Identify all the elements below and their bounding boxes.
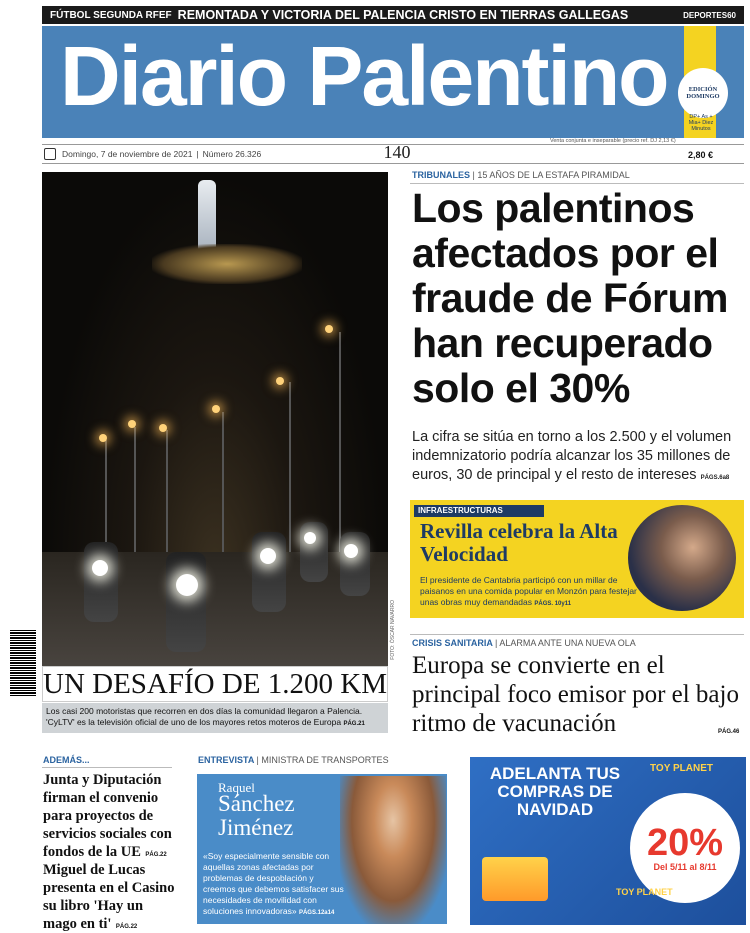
top-banner-kicker: FÚTBOL SEGUNDA RFEF: [50, 9, 172, 21]
newspaper-title: Diario Palentino: [60, 29, 668, 123]
divider: [42, 767, 172, 768]
entrevista-section-label: ENTREVISTA: [198, 755, 255, 765]
separator: |: [196, 149, 199, 159]
crisis-section-label: CRISIS SANITARIA: [412, 638, 493, 648]
infra-page: PÁGS. 10y11: [534, 601, 572, 608]
lead-section: [412, 170, 630, 180]
crisis-headline[interactable]: Europa se convierte en el principal foco emisor por el bajo ritmo de vacunación: [412, 652, 739, 737]
price: 2,80 €: [688, 150, 714, 160]
cristo-statue: [198, 180, 216, 250]
interview-page: PÁGS.12a14: [298, 910, 335, 917]
separator: |: [472, 170, 478, 180]
ad-gift-card: [482, 857, 548, 901]
ad-brand-logo-small: TOY PLANET: [616, 887, 673, 897]
crisis-section: [412, 638, 636, 648]
photo-caption: [42, 703, 388, 733]
ademas-item[interactable]: [43, 771, 178, 861]
ademas-item-page: PÁG.22: [145, 852, 167, 858]
separator: |: [495, 638, 500, 648]
ad-percent: 20%: [646, 822, 724, 864]
crisis-section-sub: ALARMA ANTE UNA NUEVA OLA: [499, 638, 636, 648]
entrevista-section: [198, 755, 389, 765]
edition-badge: EDICIÓN DOMINGO: [678, 68, 728, 118]
motorcycle: [252, 532, 286, 612]
divider: [410, 634, 744, 635]
ademas-item-text: Miguel de Lucas presenta en el Casino su libro 'Hay un mago en ti': [43, 862, 175, 932]
lead-section-label: TRIBUNALES: [412, 170, 470, 180]
ad-dates: Del 5/11 al 8/11: [653, 862, 717, 872]
advertisement[interactable]: [470, 757, 746, 925]
sale-info: Venta conjunta e inseparable (precio ref. DJ 2,13 €): [550, 138, 676, 144]
infra-headline[interactable]: Revilla celebra la Alta Velocidad: [420, 519, 618, 567]
photo-caption-page: PÁG.21: [343, 721, 365, 728]
interview-photo: [340, 776, 446, 924]
lead-lede-text: La cifra se sitúa en torno a los 2.500 y el volumen indemnizatorio podría alcanzar los 35 millones de euros, 30 de principal y el resto de intereses: [412, 429, 732, 483]
lead-page: PÁGS.6a8: [700, 474, 730, 481]
motorcycle: [340, 532, 370, 596]
interview-quote-text: «Soy especialmente sensible con aquellas zonas afectadas por problemas de despoblación y creemos que debemos satisfacer sus necesidades de movilidad con soluciones innovadoras»: [203, 851, 344, 917]
street-lamp: [159, 424, 167, 432]
anniversary-logo: 140: [383, 142, 411, 162]
issue-number: Número 26.326: [202, 149, 262, 159]
top-banner-headline: REMONTADA Y VICTORIA DEL PALENCIA CRISTO EN TIERRAS GALLEGAS: [177, 8, 629, 22]
street-lamp: [325, 325, 333, 333]
ademas-item-text: Junta y Diputación firman el convenio para proyectos de servicios sociales con fondos de la UE: [43, 772, 172, 860]
interview-first-name: Raquel: [218, 780, 255, 795]
ademas-item[interactable]: [43, 861, 178, 933]
street-lamp: [128, 420, 136, 428]
ad-brand-logo: TOY PLANET: [650, 763, 713, 774]
edition-extras: DP+ As + Mia+ Diez Minutos: [688, 114, 714, 133]
main-photo[interactable]: [42, 172, 388, 668]
entrevista-section-sub: MINISTRA DE TRANSPORTES: [261, 755, 389, 765]
separator: |: [256, 755, 262, 765]
top-banner[interactable]: [42, 6, 744, 24]
lead-lede: [412, 428, 738, 485]
photo-caption-text: Los casi 200 motoristas que recorren en dos días la comunidad llegaron a Palencia. 'CyLTV' es la televisión oficial de uno de los mayores retos moteros de Europa: [46, 706, 363, 728]
motorcycle: [300, 522, 328, 582]
street-lamp: [99, 434, 107, 442]
hill-lights: [152, 244, 302, 284]
lead-section-sub: 15 AÑOS DE LA ESTAFA PIRAMIDAL: [477, 170, 630, 180]
top-banner-page: DEPORTES60: [683, 10, 736, 20]
interview-last-name: Sánchez Jiménez: [218, 791, 295, 841]
lead-headline[interactable]: Los palentinos afectados por el fraude de Fórum han recuperado solo el 30%: [412, 185, 728, 412]
photo-caption-title[interactable]: UN DESAFÍO DE 1.200 KM: [43, 668, 387, 700]
infra-summary-text: El presidente de Cantabria participó con un millar de paisanos en una comida popular en Monzón para festejar unas obras muy demandadas: [420, 575, 637, 608]
photo-credit: FOTO: ÓSCAR NAVARRO: [390, 600, 396, 660]
masthead: [42, 26, 744, 138]
motorcycle: [166, 552, 206, 652]
infra-summary: [420, 575, 640, 609]
infra-tag: INFRAESTRUCTURAS: [414, 505, 544, 517]
interview-quote: [203, 851, 348, 918]
street-lamp: [212, 405, 220, 413]
ademas-section: ADEMÁS...: [43, 755, 90, 765]
calendar-icon: [44, 148, 56, 160]
divider: [410, 183, 744, 184]
crisis-page: PÁG.46: [718, 729, 740, 735]
issue-date: Domingo, 7 de noviembre de 2021: [62, 149, 193, 159]
motorcycle: [84, 542, 118, 622]
infra-photo: [628, 505, 736, 611]
ad-text: ADELANTA TUS COMPRAS DE NAVIDAD: [489, 764, 621, 819]
ademas-item-page: PÁG.22: [115, 924, 138, 930]
barcode: [10, 630, 36, 696]
street-lamp: [276, 377, 284, 385]
